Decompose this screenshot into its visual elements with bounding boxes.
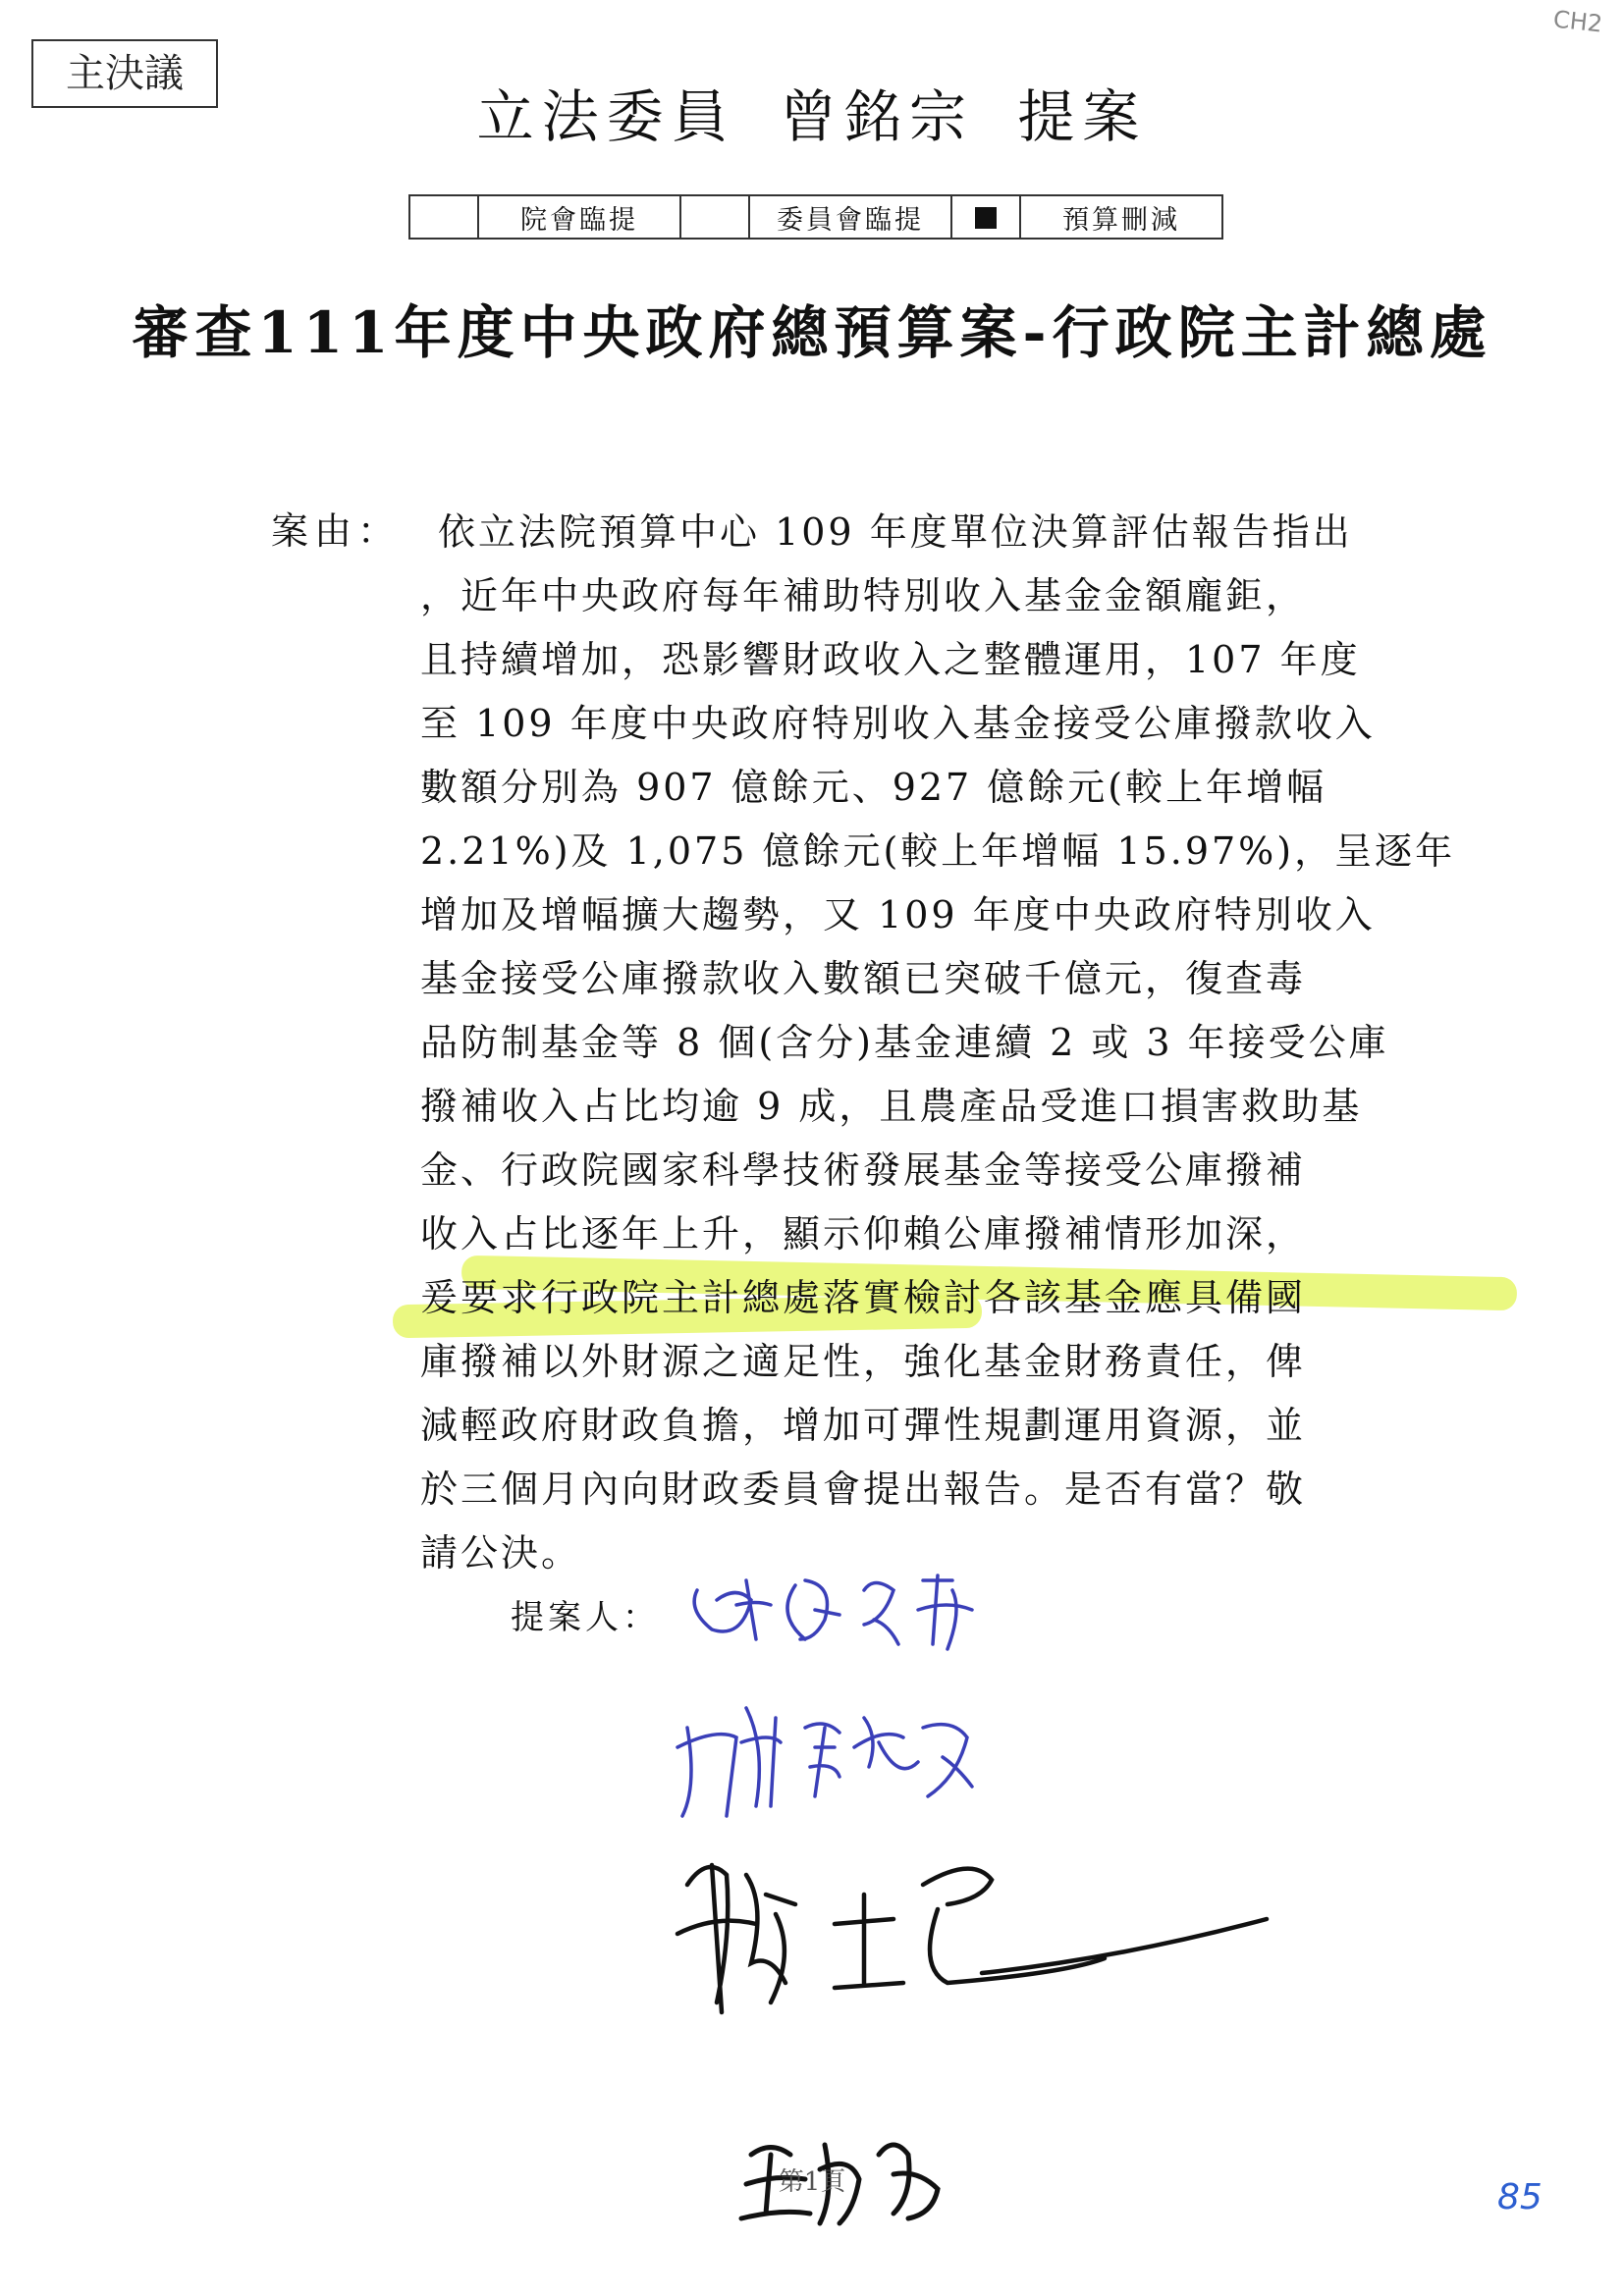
checkbox-院會臨提 [409,195,478,239]
type-label-1: 院會臨提 [478,195,680,239]
reason-body [420,501,1456,1585]
signature-3 [658,1826,1296,2032]
reason-line: 依立法院預算中心 109 年度單位決算評估報告指出 [438,510,1353,554]
handwritten-number: 85 [1497,2177,1543,2217]
reason-line: 請公決。 [420,1531,582,1575]
category-stamp: 主決議 [31,39,218,108]
proposer-label: 提案人： [511,1598,660,1637]
reason-line: 金、行政院國家科學技術發展基金等接受公庫撥補 [420,1148,1307,1192]
reason-line: 基金接受公庫撥款收入數額已突破千億元，復查毒 [420,957,1307,1000]
checkbox-委員會臨提 [680,195,749,239]
reason-label: 案由： [271,509,402,553]
type-label-2: 委員會臨提 [749,195,951,239]
checkbox-預算刪減 [951,195,1020,239]
document-title: 審查111年度中央政府總預算案-行政院主計總處 [132,299,1492,366]
reason-line: 且持續增加，恐影響財政收入之整體運用，107 年度 [420,638,1361,681]
reason-line: 數額分別為 907 億餘元、927 億餘元(較上年增幅 [420,766,1327,809]
corner-note: CH2 [1551,5,1604,38]
reason-line: ，近年中央政府每年補助特別收入基金金額龐鉅， [420,574,1307,617]
reason-line: 2.21%)及 1,075 億餘元(較上年增幅 15.97%)，呈逐年 [420,829,1456,873]
reason-line-highlighted: 爰要求行政院主計總處落實檢討各該基金應具備國 [420,1276,1307,1319]
reason-line: 撥補收入占比均逾 9 成，且農產品受進口損害救助基 [420,1085,1363,1128]
reason-line: 至 109 年度中央政府特別收入基金接受公庫撥款收入 [420,702,1376,745]
type-label-3: 預算刪減 [1020,195,1222,239]
reason-line: 減輕政府財政負擔，增加可彈性規劃運用資源，並 [420,1404,1307,1447]
reason-line: 收入占比逐年上升，顯示仰賴公庫撥補情形加深， [420,1212,1307,1255]
reason-line: 品防制基金等 8 個(含分)基金連續 2 或 3 年接受公庫 [420,1021,1389,1064]
proposal-type-table [408,194,1223,240]
signature-2 [668,1688,992,1826]
signature-1 [677,1561,992,1669]
page-number: 第1頁 [778,2167,846,2197]
proposal-header: 立法委員 曾銘宗 提案 [476,83,1148,150]
reason-line-highlighted: 庫撥補以外財源之適足性，強化基金財務責任，俾 [420,1340,1307,1383]
reason-line: 於三個月內向財政委員會提出報告。是否有當？敬 [420,1468,1307,1511]
reason-line: 增加及增幅擴大趨勢，又 109 年度中央政府特別收入 [420,893,1376,936]
